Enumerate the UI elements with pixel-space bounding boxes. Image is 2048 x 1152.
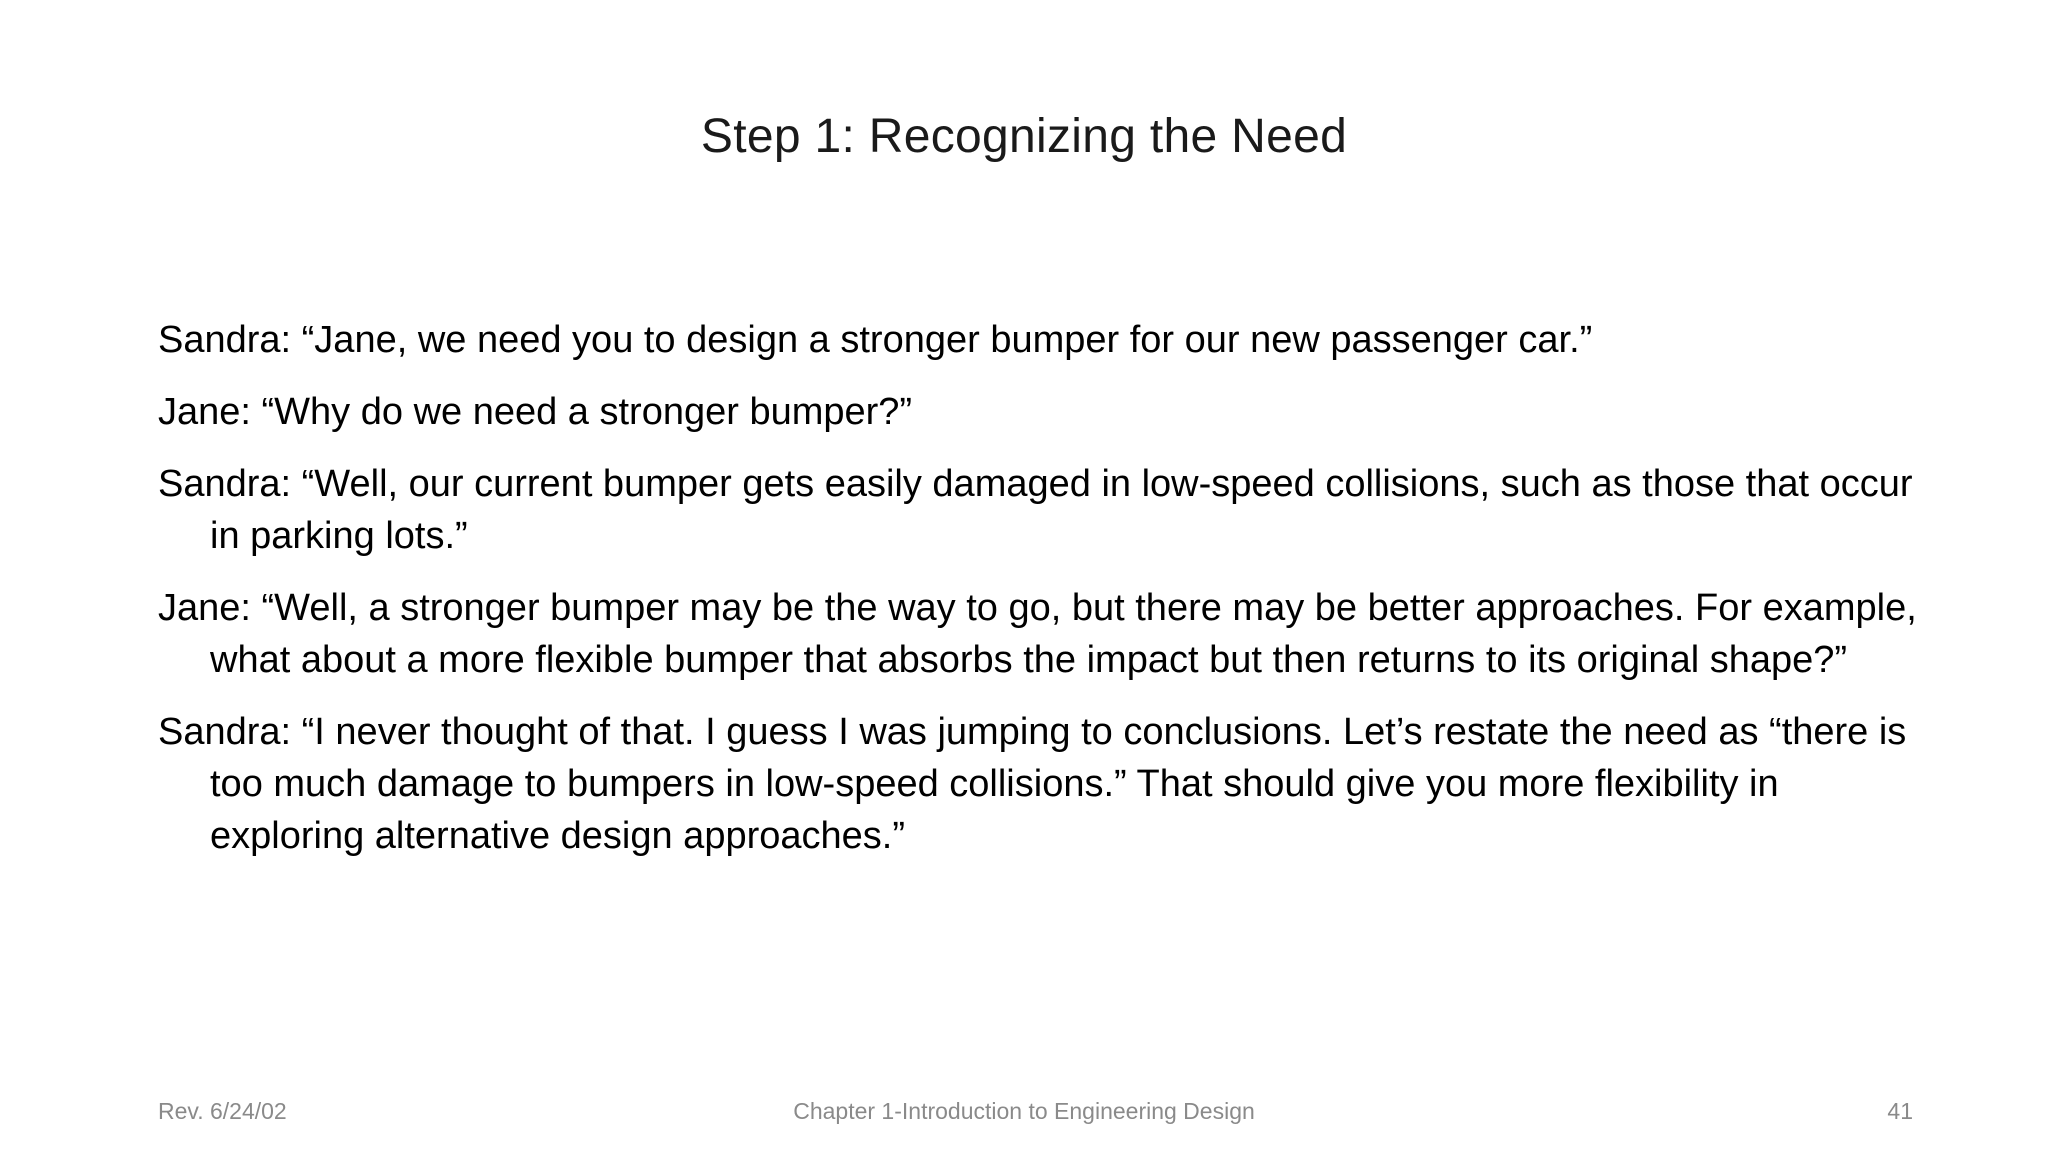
dialogue-text: “Well, a stronger bumper may be the way to go, but there may be better approaches. For example, what about a more flexible bumper that absorbs the impact but then returns to its original shape?”: [210, 587, 1917, 681]
footer-revision: Rev. 6/24/02: [158, 1098, 287, 1124]
speaker-name: Sandra:: [158, 711, 292, 753]
dialogue-line: [158, 706, 1918, 862]
dialogue-text: “Well, our current bumper gets easily damaged in low-speed collisions, such as those that occur in parking lots.”: [210, 463, 1913, 557]
dialogue-text: “I never thought of that. I guess I was jumping to conclusions. Let’s restate the need as “there is too much damage to bumpers in low-speed collisions.” That should give you more flexibility in exploring alternative design approaches.”: [210, 711, 1907, 857]
speaker-name: Sandra:: [158, 463, 292, 505]
dialogue-line: [158, 582, 1918, 686]
dialogue-line: [158, 386, 1918, 438]
footer-chapter: Chapter 1-Introduction to Engineering Design: [793, 1098, 1255, 1124]
speaker-name: Sandra:: [158, 319, 292, 361]
dialogue-text: “Jane, we need you to design a stronger bumper for our new passenger car.”: [301, 319, 1593, 361]
dialogue-line: [158, 314, 1918, 366]
speaker-name: Jane:: [158, 587, 251, 629]
slide-title: Step 1: Recognizing the Need: [700, 110, 1348, 163]
dialogue-line: [158, 458, 1918, 562]
dialogue-text: “Why do we need a stronger bumper?”: [261, 391, 913, 433]
footer-page-number: 41: [1887, 1098, 1913, 1124]
speaker-name: Jane:: [158, 391, 251, 433]
dialogue-body: [158, 314, 1918, 882]
